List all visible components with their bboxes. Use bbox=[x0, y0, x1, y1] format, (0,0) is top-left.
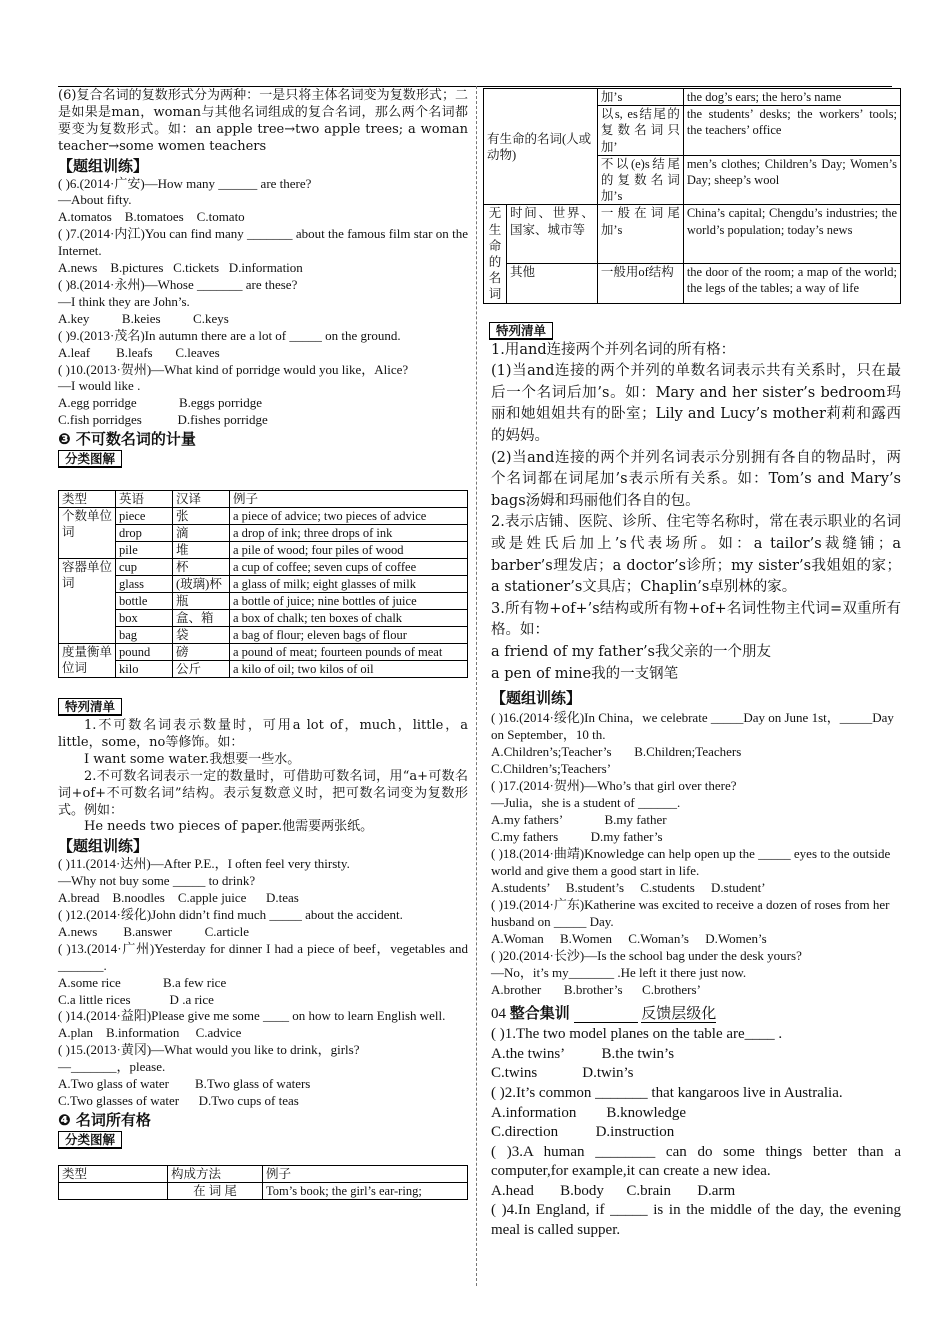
table-cell: a bottle of juice; nine bottles of juice bbox=[230, 593, 468, 610]
possessive-table-start bbox=[58, 1165, 468, 1200]
table-cell: (玻璃)杯 bbox=[173, 576, 230, 593]
table-row bbox=[59, 661, 468, 678]
section-04-title: 整合集训 bbox=[509, 1004, 570, 1023]
question-line: —_______，please. bbox=[58, 1059, 166, 1075]
example-cell: the dog’s ears; the hero’s name bbox=[683, 89, 900, 106]
table-cell: a box of chalk; ten boxes of chalk bbox=[230, 610, 468, 627]
special-list bbox=[491, 340, 901, 686]
question-line: A.bread B.noodles C.apple juice D.teas bbox=[58, 890, 299, 906]
special-item: He needs two pieces of paper.他需要两张纸。 bbox=[84, 819, 374, 835]
question-line: A.students’ B.student’s C.students D.student’ bbox=[491, 880, 766, 896]
section-04-subtitle: 反馈层级化 bbox=[641, 1004, 717, 1023]
header-cell: 例子 bbox=[230, 491, 468, 508]
special-item: a friend of my father’s我父亲的一个朋友 bbox=[491, 643, 771, 660]
type-cell: 无生命的名词 bbox=[484, 205, 507, 303]
section-title-3: ❸ 不可数名词的计量 bbox=[58, 430, 196, 449]
table-cell: a bag of flour; eleven bags of flour bbox=[230, 627, 468, 644]
question-line: A.the twins’ B.the twin’s bbox=[491, 1045, 675, 1062]
section-title-4: ❹ 名词所有格 bbox=[58, 1110, 151, 1129]
table-row bbox=[59, 610, 468, 627]
table-row bbox=[59, 559, 468, 576]
column-divider bbox=[476, 86, 477, 1286]
header-cell: 类型 bbox=[59, 1165, 168, 1182]
question-line: C.fish porridges D.fishes porridge bbox=[58, 412, 268, 428]
question-line: A.key B.keies C.keys bbox=[58, 310, 229, 326]
table-header-row bbox=[59, 1165, 468, 1182]
question-line: A.news B.pictures C.tickets D.information bbox=[58, 260, 303, 276]
question-line: ( )16.(2014·绥化)In China，we celebrate _____Day on June 1st，_____Day on September，10 th. bbox=[491, 710, 894, 743]
right-column bbox=[483, 88, 901, 1241]
special-item: 3.所有物+of+’s结构或所有物+of+名词性物主代词=双重所有格。如： bbox=[491, 600, 901, 639]
table-cell: 张 bbox=[173, 508, 230, 525]
subtype-cell: 时间、世界、国家、城市等 bbox=[507, 205, 598, 264]
table-cell: 滴 bbox=[173, 525, 230, 542]
question-line: ( )6.(2014·广安)—How many ______ are there? bbox=[58, 175, 312, 191]
table-row bbox=[484, 89, 901, 106]
table-cell: 堆 bbox=[173, 542, 230, 559]
section-04-heading bbox=[491, 1002, 901, 1023]
measure-words-table bbox=[58, 490, 468, 678]
question-line: ( )11.(2014·达州)—After P.E.，I often feel very thirsty. bbox=[58, 856, 350, 872]
table-cell: piece bbox=[116, 508, 173, 525]
table-row bbox=[59, 627, 468, 644]
method-cell: 不以(e)s结尾的复数名词加’s bbox=[597, 155, 683, 205]
question-line: ( )3.A human ________ can do some things better than a computer,for example,it can create a new idea. bbox=[491, 1143, 901, 1180]
table-cell: bottle bbox=[116, 593, 173, 610]
question-line: A.Two glass of water B.Two glass of waters bbox=[58, 1076, 311, 1092]
question-line: ( )10.(2013·贺州)—What kind of porridge would you like，Alice? bbox=[58, 361, 409, 377]
question-line: A.Woman B.Women C.Woman’s D.Women’s bbox=[491, 931, 767, 947]
table-cell: drop bbox=[116, 525, 173, 542]
table-row bbox=[484, 264, 901, 304]
question-line: ( )19.(2014·广东)Katherine was excited to receive a dozen of roses from her husband on _____ Day. bbox=[491, 897, 890, 930]
intro-paragraph: (6)复合名词的复数形式分为两种：一是只将主体名词变为复数形式；二是如果是man，woman与其他名词组成的复合名词，那么两个名词都要变为复数形式。如：an apple tree→two apple trees; a woman teacher→some women teachers bbox=[58, 88, 468, 154]
question-line: —I think they are John’s. bbox=[58, 293, 190, 309]
table-row bbox=[59, 593, 468, 610]
table-cell: glass bbox=[116, 576, 173, 593]
method-cell: 以s, es结尾的复数名词只加’ bbox=[597, 106, 683, 156]
drill-title-2: 【题组训练】 bbox=[58, 837, 149, 856]
table-cell: kilo bbox=[116, 661, 173, 678]
question-line: A.news B.answer C.article bbox=[58, 923, 249, 939]
table-cell: 在 词 尾 bbox=[168, 1182, 263, 1199]
header-cell: 构成方法 bbox=[168, 1165, 263, 1182]
section-04-number: 04 bbox=[491, 1006, 506, 1023]
question-line: C.my fathers D.my father’s bbox=[491, 829, 663, 845]
special-item: 2.表示店铺、医院、诊所、住宅等名称时，常在表示职业的名词或是姓氏后加上’s代表场所。如：a tailor’s裁缝铺；a barber’s理发店；a doctor’s诊所；my sister’s我姐姐的家；a stationer’s文具店；Chaplin’s卓别林的家。 bbox=[491, 514, 901, 596]
header-cell: 英语 bbox=[116, 491, 173, 508]
question-line: —No，it’s my_______ .He left it there just now. bbox=[491, 965, 747, 981]
table-cell: 杯 bbox=[173, 559, 230, 576]
drill-list-2 bbox=[58, 856, 468, 1110]
question-line: ( )12.(2014·绥化)John didn’t find much _____ about the accident. bbox=[58, 907, 403, 922]
example-cell: the students’ desks; the workers’ tools; the teachers’ office bbox=[683, 106, 900, 156]
table-cell: a pile of wood; four piles of wood bbox=[230, 542, 468, 559]
example-cell: the door of the room; a map of the world; the legs of the tables; a way of life bbox=[683, 264, 900, 304]
question-line: ( )9.(2013·茂名)In autumn there are a lot of _____ on the ground. bbox=[58, 327, 401, 343]
drill-list-1 bbox=[58, 176, 468, 430]
section-04-rule bbox=[574, 1022, 638, 1023]
table-row bbox=[484, 205, 901, 264]
drill-list-3 bbox=[491, 709, 901, 998]
question-line: —Why not buy some _____ to drink? bbox=[58, 873, 256, 889]
question-line: ( )17.(2014·贺州)—Who’s that girl over there? bbox=[491, 778, 737, 794]
table-row bbox=[59, 508, 468, 525]
table-cell: pile bbox=[116, 542, 173, 559]
special-item: (2)当and连接的两个并列名词表示分别拥有各自的物品时，两个名词都在词尾加’s表示所有关系。如：Tom’s and Mary’s bags汤姆和玛丽他们各自的包。 bbox=[491, 449, 901, 509]
table-cell: cup bbox=[116, 559, 173, 576]
special-item: a pen of mine我的一支钢笔 bbox=[491, 665, 679, 682]
category-box-label: 分类图解 bbox=[58, 450, 122, 468]
question-line: —I would like . bbox=[58, 378, 141, 394]
question-line: ( )4.In England, if _____ is in the middle of the day, the evening meal is called supper. bbox=[491, 1202, 901, 1239]
table-row bbox=[59, 576, 468, 593]
method-cell: 一般用of结构 bbox=[597, 264, 683, 304]
subtype-cell: 其他 bbox=[507, 264, 598, 304]
example-cell: men’s clothes; Children’s Day; Women’s Day; sheep’s wool bbox=[683, 155, 900, 205]
final-exercise-list bbox=[491, 1025, 901, 1241]
table-cell: a glass of milk; eight glasses of milk bbox=[230, 576, 468, 593]
special-item: I want some water.我想要一些水。 bbox=[84, 751, 301, 767]
question-line: —Julia，she is a student of ______. bbox=[491, 795, 681, 811]
question-line: C.Children’s;Teachers’ bbox=[491, 761, 612, 777]
table-cell: 盒、箱 bbox=[173, 610, 230, 627]
question-line: A.brother B.brother’s C.brothers’ bbox=[491, 982, 701, 998]
type-cell: 容器单位词 bbox=[59, 559, 116, 644]
question-line: ( )2.It’s common _______ that kangaroos live in Australia. bbox=[491, 1084, 843, 1101]
type-cell: 个数单位词 bbox=[59, 508, 116, 559]
left-column bbox=[58, 88, 468, 1200]
question-line: —About fifty. bbox=[58, 192, 132, 208]
type-cell: 度量衡单位词 bbox=[59, 644, 116, 678]
table-cell: a kilo of oil; two kilos of oil bbox=[230, 661, 468, 678]
question-line: A.tomatos B.tomatoes C.tomato bbox=[58, 209, 245, 225]
type-cell: 有生命的名词(人或动物) bbox=[484, 89, 598, 205]
table-cell: 磅 bbox=[173, 644, 230, 661]
drill-title-1: 【题组训练】 bbox=[58, 156, 149, 175]
question-line: A.leaf B.leafs C.leaves bbox=[58, 344, 220, 360]
special-list bbox=[58, 718, 468, 836]
question-line: C.Two glasses of water D.Two cups of teas bbox=[58, 1092, 299, 1108]
header-cell: 类型 bbox=[59, 491, 116, 508]
table-cell: bag bbox=[116, 627, 173, 644]
special-item: 2.不可数名词表示一定的数量时，可借助可数名词，用“a+可数名词+of+不可数名词”结构。表示复数意义时，把可数名词变为复数形式。例如： bbox=[58, 768, 468, 818]
question-line: C.a little rices D .a rice bbox=[58, 991, 214, 1007]
category-box-label: 分类图解 bbox=[58, 1131, 122, 1149]
table-cell: a pound of meat; fourteen pounds of meat bbox=[230, 644, 468, 661]
question-line: ( )7.(2014·内江)You can find many _______ about the famous film star on the Internet. bbox=[58, 226, 468, 259]
table-cell: 公斤 bbox=[173, 661, 230, 678]
question-line: ( )1.The two model planes on the table are____ . bbox=[491, 1026, 783, 1043]
table-cell: pound bbox=[116, 644, 173, 661]
special-item: 1.用and连接两个并列名词的所有格： bbox=[491, 341, 736, 358]
table-row bbox=[59, 1182, 468, 1199]
question-line: ( )20.(2014·长沙)—Is the school bag under the desk yours? bbox=[491, 948, 802, 964]
example-cell: China’s capital; Chengdu’s industries; the world’s population; today’s news bbox=[683, 205, 900, 264]
possessive-table-continued bbox=[483, 88, 901, 304]
table-row bbox=[59, 644, 468, 661]
question-line: C.direction D.instruction bbox=[491, 1124, 675, 1141]
header-cell: 汉译 bbox=[173, 491, 230, 508]
question-line: C.twins D.twin’s bbox=[491, 1065, 634, 1082]
method-cell: 加’s bbox=[597, 89, 683, 106]
special-list-box-label: 特列清单 bbox=[58, 698, 122, 716]
question-line: ( )18.(2014·曲靖)Knowledge can help open up the _____ eyes to the outside world and give them a good start in life. bbox=[491, 846, 891, 879]
table-cell: a piece of advice; two pieces of advice bbox=[230, 508, 468, 525]
special-item: 1.不可数名词表示数量时，可用a lot of，much，little，a little，some，no等修饰。如： bbox=[58, 718, 468, 750]
table-header-row bbox=[59, 491, 468, 508]
question-line: ( )13.(2014·广州)Yesterday for dinner I had a piece of beef，vegetables and _______. bbox=[58, 940, 468, 973]
question-line: A.my fathers’ B.my father bbox=[491, 812, 667, 828]
header-cell: 例子 bbox=[263, 1165, 468, 1182]
table-row bbox=[59, 525, 468, 542]
drill-title-3: 【题组训练】 bbox=[491, 689, 582, 708]
question-line: ( )8.(2014·永州)—Whose _______ are these? bbox=[58, 276, 298, 292]
question-line: A.information B.knowledge bbox=[491, 1104, 686, 1121]
question-line: A.egg porridge B.eggs porridge bbox=[58, 395, 262, 411]
table-cell: 瓶 bbox=[173, 593, 230, 610]
special-list-box-label: 特列清单 bbox=[489, 322, 553, 340]
method-cell: 一般在词尾加’s bbox=[597, 205, 683, 264]
question-line: A.some rice B.a few rice bbox=[58, 974, 227, 990]
question-line: A.Children’s;Teacher’s B.Children;Teachers bbox=[491, 744, 742, 760]
question-line: A.plan B.information C.advice bbox=[58, 1025, 242, 1041]
table-cell bbox=[59, 1182, 168, 1199]
question-line: A.head B.body C.brain D.arm bbox=[491, 1182, 736, 1199]
table-cell: 袋 bbox=[173, 627, 230, 644]
table-cell: Tom’s book; the girl’s ear-ring; bbox=[263, 1182, 468, 1199]
table-cell: a cup of coffee; seven cups of coffee bbox=[230, 559, 468, 576]
top-rule bbox=[58, 86, 892, 87]
table-row bbox=[59, 542, 468, 559]
table-cell: box bbox=[116, 610, 173, 627]
question-line: ( )14.(2014·益阳)Please give me some ____ on how to learn English well. bbox=[58, 1008, 446, 1024]
question-line: ( )15.(2013·黄冈)—What would you like to drink，girls? bbox=[58, 1042, 360, 1058]
table-cell: a drop of ink; three drops of ink bbox=[230, 525, 468, 542]
special-item: (1)当and连接的两个并列的单数名词表示共有关系时，只在最后一个名词后加’s。如：Mary and her sister’s bedroom玛丽和她姐姐共有的卧室；Lily and Lucy’s mother莉莉和露西的妈妈。 bbox=[491, 363, 901, 445]
